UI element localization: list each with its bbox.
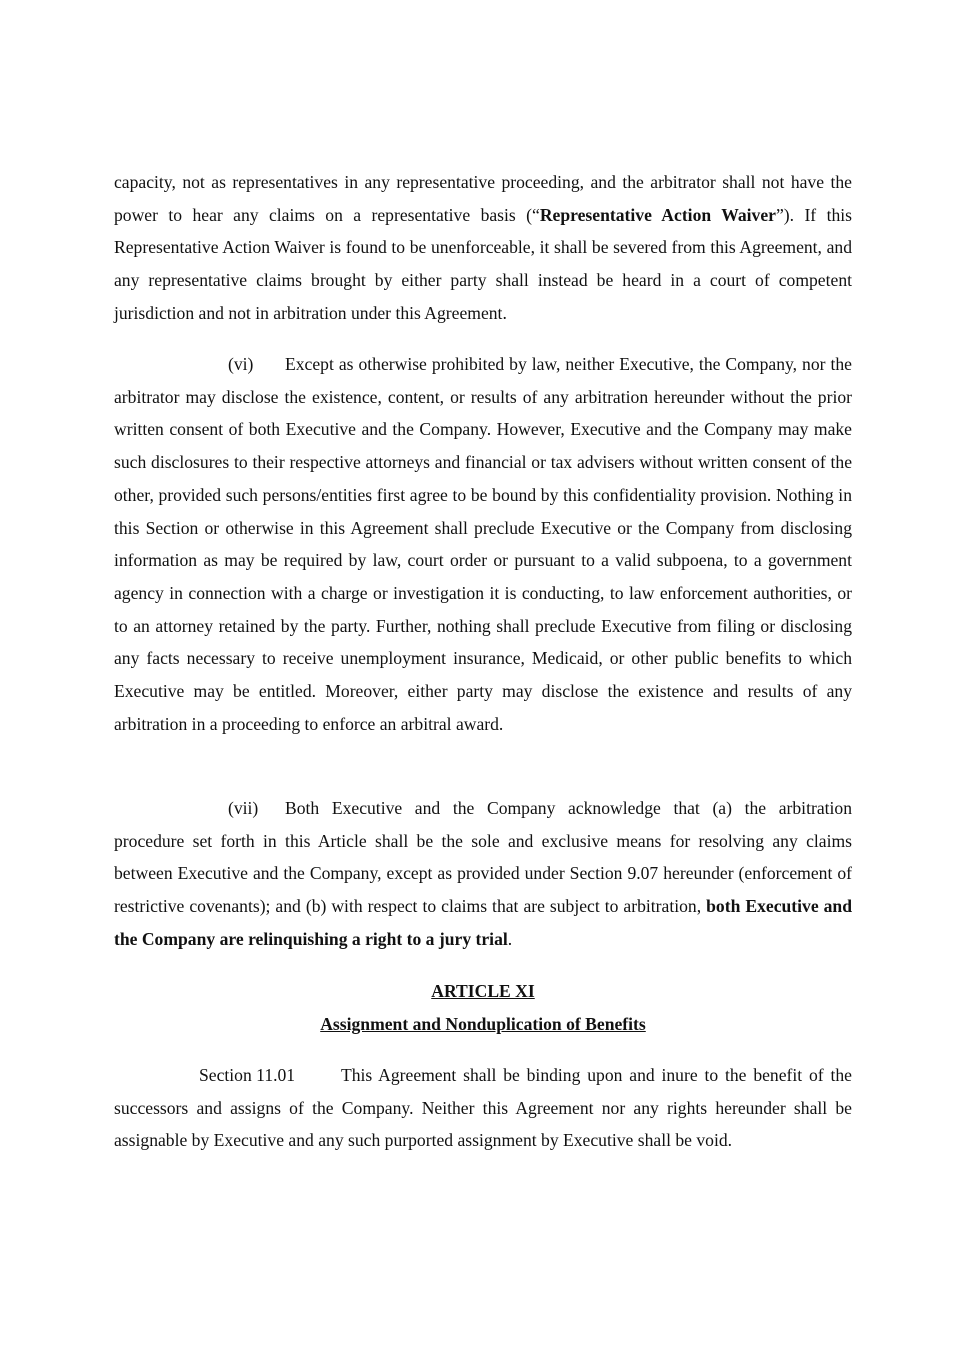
para1-text-after: ”). If this Representative Action Waiver is found to be unenforceable, it shall be severed from this Agreement, and any representative claims brought by either party shall instead be heard in a court of competent jurisdiction and not in arbitration under this Agreement. <box>114 204 852 323</box>
article-title: ARTICLE XI <box>431 981 535 1001</box>
para3-text-after: . <box>507 928 513 949</box>
paragraph-vi-confidentiality <box>114 348 852 740</box>
article-subtitle: Assignment and Nonduplication of Benefits <box>320 1014 646 1034</box>
paragraph-section-11-01 <box>114 1059 852 1157</box>
section-number: Section 11.01 <box>199 1065 296 1085</box>
para3-bold-text: both Executive and the Company are relinquishing a right to a jury trial <box>114 896 853 949</box>
para1-text-before: capacity, not as representatives in any representative proceeding, and the arbitrator shall not have the power to hear any claims on a representative basis (“ <box>114 172 852 225</box>
para1-bold-term: Representative Action Waiver <box>539 204 776 225</box>
paragraph-vii-jury-waiver <box>114 792 852 956</box>
section-text: This Agreement shall be binding upon and inure to the benefit of the successors and assigns of the Company. Neither this Agreement nor any rights hereunder shall be assignable by Executive and any such purported assignment by Executive shall be void. <box>114 1065 852 1151</box>
para3-number: (vii) <box>228 798 259 818</box>
para2-text: Except as otherwise prohibited by law, neither Executive, the Company, nor the arbitrator may disclose the existence, content, or results of any arbitration hereunder without the prior written consent of both Executive and the Company. However, Executive and the Company may make such disclosures to their respective attorneys and financial or tax advisers without written consent of the other, provided such persons/entities first agree to be bound by this confidentiality provision. Nothing in this Section or otherwise in this Agreement shall preclude Executive or the Company from disclosing information as may be required by law, court order or pursuant to a valid subpoena, to a government agency in connection with a charge or investigation it is conducting, to law enforcement authorities, or to an attorney retained by the party. Further, nothing shall preclude Executive from filing or disclosing any facts necessary to receive unemployment insurance, Medicaid, or other public benefits to which Executive may be entitled. Moreover, either party may disclose the existence and results of any arbitration in a proceeding to enforce an arbitral award. <box>114 354 852 734</box>
para2-number: (vi) <box>228 354 254 374</box>
para3-text: Both Executive and the Company acknowledge that (a) the arbitration procedure set forth in this Article shall be the sole and exclusive means for resolving any claims between Executive and the Company, except as provided under Section 9.07 hereunder (enforcement of restrictive covenants); and (b) with respect to claims that are subject to arbitration, <box>114 798 852 917</box>
paragraph-representative-waiver <box>114 166 852 330</box>
